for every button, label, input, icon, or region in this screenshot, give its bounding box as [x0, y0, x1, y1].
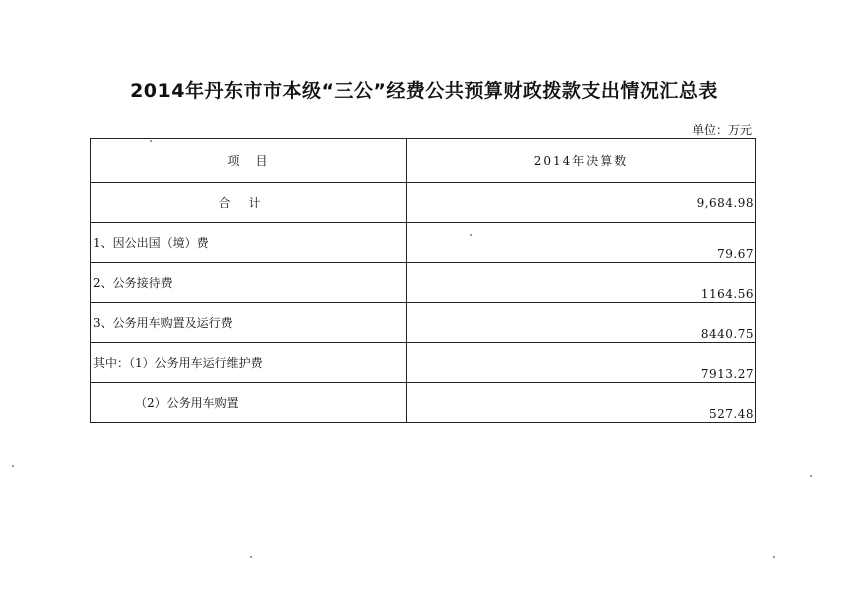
table-header-row: [91, 139, 756, 183]
row-value: 79.67: [407, 223, 756, 263]
table-row: [91, 223, 756, 263]
scan-speck: [12, 465, 14, 467]
table-row: [91, 383, 756, 423]
header-item: 项 目: [91, 139, 407, 183]
scan-speck: [470, 234, 472, 236]
row-value: 1164.56: [407, 263, 756, 303]
table-row-total: [91, 183, 756, 223]
table-row: [91, 263, 756, 303]
unit-label: 单位：万元: [691, 123, 752, 137]
row-label: （2）公务用车购置: [91, 383, 407, 423]
row-value: 8440.75: [407, 303, 756, 343]
table-row: [91, 303, 756, 343]
scan-speck: [773, 556, 775, 558]
row-label: 2、公务接待费: [91, 263, 407, 303]
row-value: 527.48: [407, 383, 756, 423]
row-label: 3、公务用车购置及运行费: [91, 303, 407, 343]
scan-speck: [150, 140, 152, 142]
page-title: 2014年丹东市市本级“三公”经费公共预算财政拨款支出情况汇总表: [130, 80, 718, 102]
total-value: 9,684.98: [407, 183, 756, 223]
scan-speck: [810, 475, 812, 477]
row-value: 7913.27: [407, 343, 756, 383]
expense-table: [90, 138, 756, 423]
header-final-account: 2014年决算数: [407, 139, 756, 183]
row-label: 其中：（1）公务用车运行维护费: [91, 343, 407, 383]
scan-speck: [250, 556, 252, 558]
row-label: 1、因公出国（境）费: [91, 223, 407, 263]
total-label: 合计: [91, 183, 407, 223]
table-row: [91, 343, 756, 383]
